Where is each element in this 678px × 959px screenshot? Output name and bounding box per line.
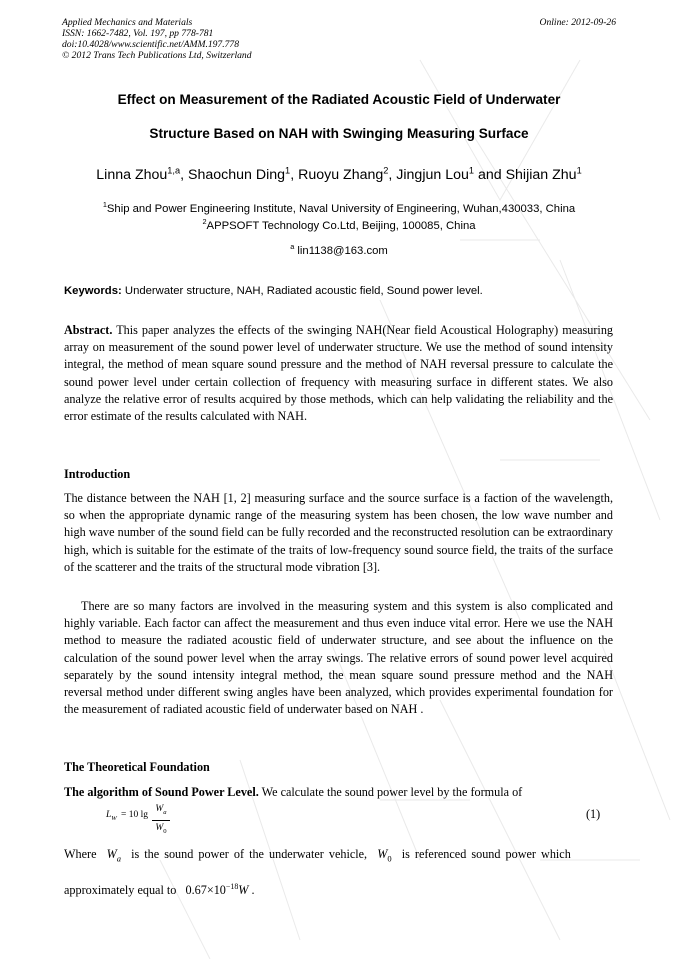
affiliation-text: Ship and Power Engineering Institute, Naval University of Engineering, Wuhan,430033, China (106, 203, 576, 215)
keywords-text: Underwater structure, NAH, Radiated acoustic field, Sound power level. (124, 285, 483, 297)
email-address: lin1138@163.com (297, 245, 388, 257)
subsection-label: The algorithm of Sound Power Level. (64, 785, 259, 799)
section-heading-theory: The Theoretical Foundation (64, 760, 210, 774)
reference-power-value: $0.67\times 10^{-18}W$ (185, 881, 249, 897)
intro-paragraph-1: The distance between the NAH [1, 2] measuring surface and the source surface is a faction of the wavelength, so when the appropriate dynamic range of the measuring system has been chosen, the low wave number and high wave number of the sound field can be fully recorded and the reconstructed resolution can be extraordinary high, which is suitable for the estimate of the traits of low-frequency sound source field, the traits of the surface of the scatterer and the traits of the structural mode vibration [3]. (64, 491, 613, 574)
affiliation-1 (40, 200, 638, 215)
author-separator: , (388, 167, 397, 183)
subsection-text: We calculate the sound power level by the formula of (261, 785, 523, 799)
online-date: Online: 2012-09-26 (539, 17, 616, 28)
author-affiliation-mark: 1 (468, 165, 475, 176)
approx-end: . (251, 883, 255, 897)
author-name: Jingjun Lou (396, 167, 469, 183)
equation-fraction (152, 802, 170, 839)
symbol-w0: $W_0$ (377, 847, 392, 864)
doi-line: doi:10.4028/www.scientific.net/AMM.197.778 (62, 39, 240, 50)
paper-title-line-1: Effect on Measurement of the Radiated Acoustic Field of Underwater (117, 92, 561, 107)
where-line (64, 846, 613, 868)
author-name: Linna Zhou (96, 167, 168, 183)
section-heading-introduction: Introduction (64, 467, 131, 481)
author-affiliation-mark: 1 (285, 165, 291, 176)
where-text: is the sound power of the underwater vehicle, (131, 847, 368, 861)
approx-text: approximately equal to (64, 883, 177, 897)
equation-lhs: $L_W$ (106, 810, 117, 822)
affiliation-mark: 2 (202, 217, 207, 227)
approx-line (64, 882, 613, 899)
author-name: Shaochun Ding (188, 167, 286, 183)
abstract-label: Abstract. (64, 323, 113, 337)
subsection-sound-power-level (64, 784, 613, 801)
author-affiliation-mark: 1,a (167, 165, 181, 176)
keywords-label: Keywords: (64, 285, 122, 297)
author-separator: , (180, 167, 189, 183)
author-email (40, 242, 638, 257)
affiliation-text: APPSOFT Technology Co.Ltd, Beijing, 100085, China (206, 220, 476, 232)
intro-paragraph-2: There are so many factors are involved in the measuring system and this system is also complicated and highly variable. Each factor can affect the measurement and thus even induce vital error. Here we use the NAH method to measure the radiated acoustic field of underwater structure, and see about the influence on the calculation of the sound power level when the array swings. The relative errors of sound power level acquired separately by the sound intensity integral method, the mean square sound pressure method and the NAH reversal method under different swing angles have been analyzed, which provides experimental foundation for the measurement of radiated acoustic field of underwater based on NAH . (64, 599, 613, 717)
equation-1 (106, 801, 226, 835)
equation-number: (1) (586, 807, 601, 821)
journal-header (62, 17, 616, 61)
author-affiliation-mark: 1 (576, 165, 582, 176)
affiliation-mark: 1 (102, 200, 107, 210)
author-separator: , (290, 167, 299, 183)
journal-name: Applied Mechanics and Materials (62, 17, 193, 28)
equation-operator: = 10 lg (121, 810, 148, 820)
abstract (64, 322, 613, 425)
symbol-wa: $W_a$ (106, 847, 121, 864)
author-name: Ruoyu Zhang (298, 167, 384, 183)
email-mark: a (290, 242, 295, 252)
keywords (64, 285, 624, 297)
where-text: is referenced sound power which (401, 847, 571, 861)
where-text: Where (64, 847, 97, 861)
copyright-line: © 2012 Trans Tech Publications Ltd, Switzerland (62, 50, 252, 61)
equation-numerator: $W_a$ (155, 804, 167, 816)
author-separator: and (474, 167, 506, 183)
affiliation-2 (40, 217, 638, 232)
author-list (40, 167, 638, 183)
author-name: Shijian Zhu (505, 167, 577, 183)
paper-title-line-2: Structure Based on NAH with Swinging Measuring Surface (149, 126, 529, 141)
equation-denominator: $W_0$ (152, 820, 170, 839)
author-affiliation-mark: 2 (383, 165, 389, 176)
issn-line: ISSN: 1662-7482, Vol. 197, pp 778-781 (62, 28, 214, 39)
abstract-text: This paper analyzes the effects of the swinging NAH(Near field Acoustical Holography) measuring array on measurement of the sound power level of underwater structure. We use the method of sound intensity integral, the method of mean square sound pressure and the method of NAH reversal pressure to calculate the sound power level under certain collection of frequency with measuring surface in different states. We also analyze the relative error of results acquired by those methods, which can help validating the reliability and the error estimate of the results calculated with NAH. (64, 323, 614, 424)
